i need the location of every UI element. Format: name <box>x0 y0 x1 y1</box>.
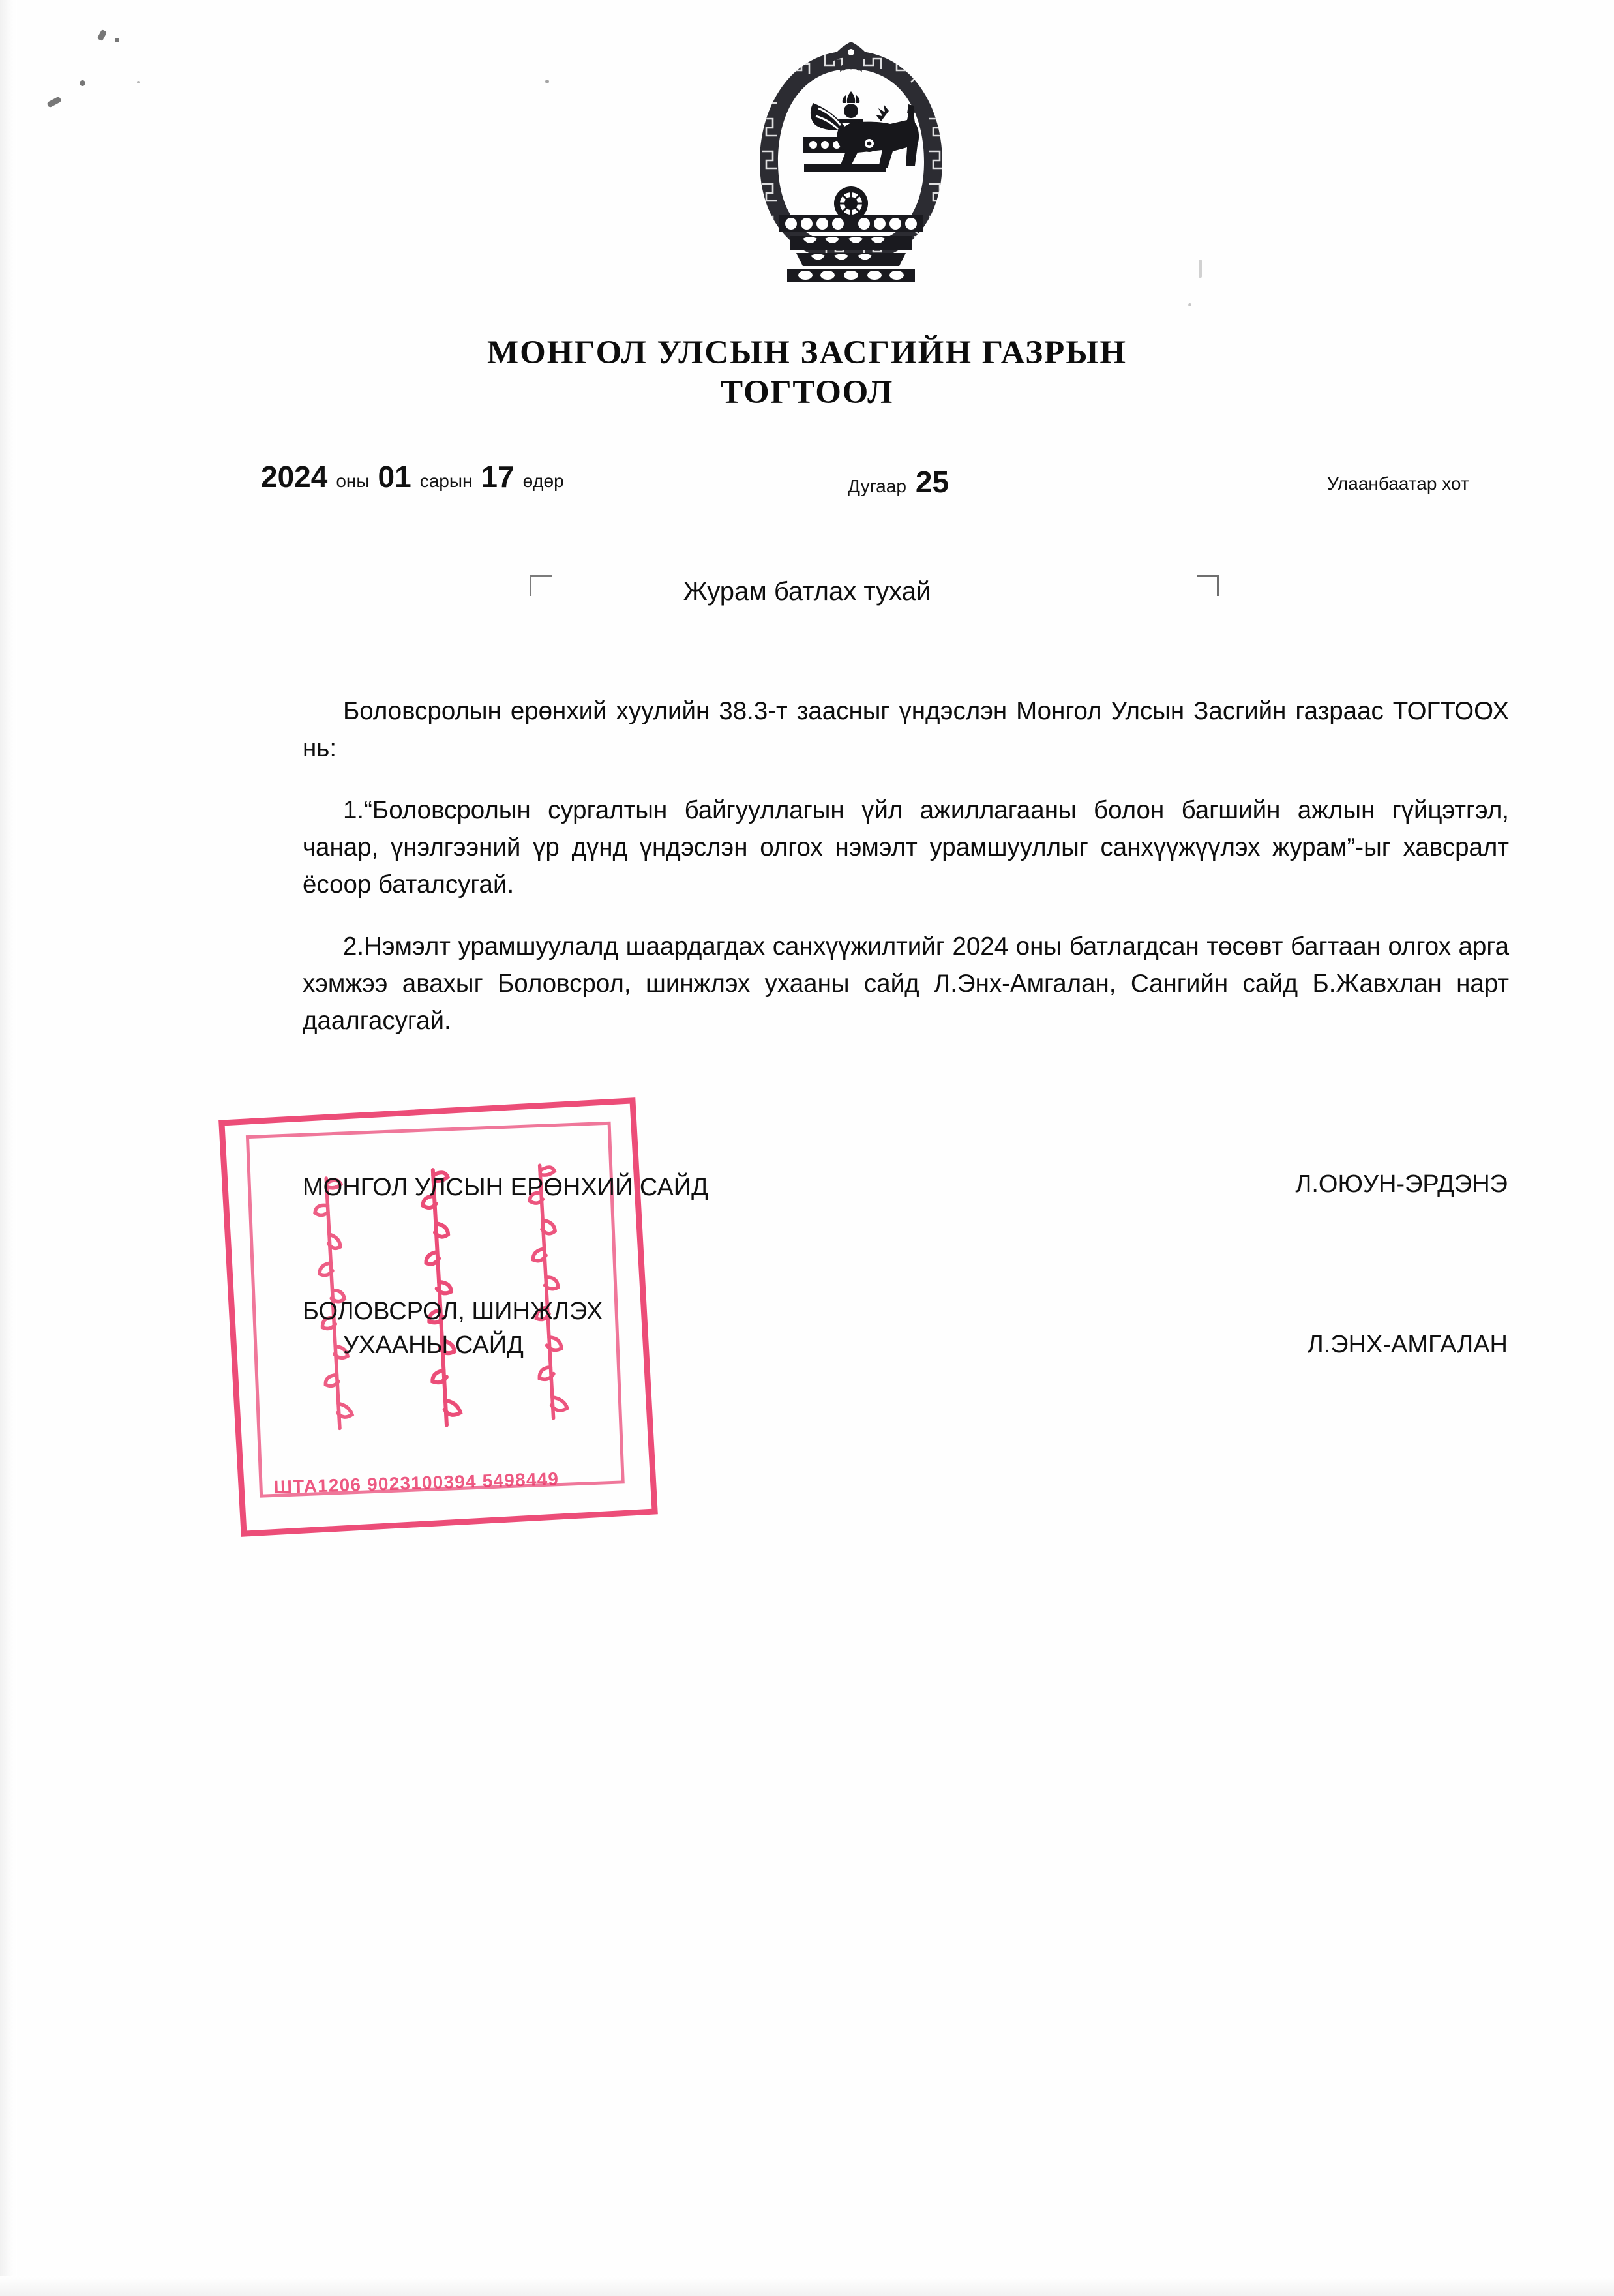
paragraph-2 <box>303 928 1509 1039</box>
date-and-number-row <box>0 456 1614 502</box>
scan-speckle <box>1199 260 1202 278</box>
mongolia-state-emblem-icon <box>753 40 949 308</box>
scan-edge-bottom <box>0 2276 1614 2296</box>
signature-row <box>303 1294 1509 1386</box>
city-label: Улаанбаатар хот <box>1327 473 1469 494</box>
paragraph-2-text: 2.Нэмэлт урамшуулалд шаардагдах санхүүжилтийг 2024 оны батлагдсан төсөвт багтаан олгох арга хэмжээ авахыг Боловсрол, шинжлэх ухааны сайд Л.Энх-Амгалан, Сангийн сайд Б.Жавхлан нарт даалгасугай. <box>303 932 1509 1035</box>
signatory-name: Л.ОЮУН-ЭРДЭНЭ <box>1295 1170 1508 1198</box>
subject-row <box>0 577 1614 629</box>
resolution-number-group <box>848 464 949 499</box>
document-title-line-2: ТОГТООЛ <box>721 374 893 411</box>
signatory-title: МОНГОЛ УЛСЫН ЕРӨНХИЙ САЙД <box>303 1174 708 1201</box>
paragraph-preamble-text: Боловсролын ерөнхий хуулийн 38.3-т заасныг үндэслэн Монгол Улсын Засгийн газраас ТОГТООХ нь: <box>303 697 1509 762</box>
date-year-label: оны <box>336 471 370 491</box>
scan-speckle <box>545 80 549 83</box>
resolution-number-value: 25 <box>915 465 949 499</box>
paragraph-1-text: 1.“Боловсролын сургалтын байгууллагын үйл ажиллагааны болон багшийн ажлын гүйцэтгэл, чанар, үнэлгээний үр дүнд үндэслэн олгох нэмэлт урамшууллыг санхүүжүүлэх журам”-ыг хавсралт ёсоор баталсугай. <box>303 796 1509 899</box>
stamp-serial-number: ШТА1206 9023100394 5498449 <box>273 1469 560 1498</box>
scan-speckle <box>137 81 140 83</box>
scan-speckle <box>46 96 62 108</box>
document-title-line-1: МОНГОЛ УЛСЫН ЗАСГИЙН ГАЗРЫН <box>486 335 1128 371</box>
date-month: 01 <box>378 460 411 494</box>
signature-block <box>303 1170 1509 1386</box>
date-day: 17 <box>481 460 515 494</box>
signatory-title: БОЛОВСРОЛ, ШИНЖЛЭХ УХААНЫ САЙД <box>303 1298 603 1359</box>
resolution-number-label: Дугаар <box>848 476 906 496</box>
document-body <box>303 693 1509 1064</box>
date-group <box>261 459 564 494</box>
stamp-ink-gap <box>230 1161 248 1168</box>
paragraph-1 <box>303 792 1509 903</box>
date-year: 2024 <box>261 460 328 494</box>
date-month-label: сарын <box>419 471 473 491</box>
document-subject: Журам батлах тухай <box>683 577 931 606</box>
scan-speckle <box>115 38 119 42</box>
scan-speckle <box>80 80 85 86</box>
paragraph-preamble <box>303 693 1509 767</box>
date-day-label: өдөр <box>522 471 564 491</box>
scan-speckle <box>97 29 107 41</box>
signatory-name: Л.ЭНХ-АМГАЛАН <box>1307 1331 1508 1358</box>
signature-row <box>303 1170 1509 1294</box>
scan-speckle <box>1188 303 1191 306</box>
